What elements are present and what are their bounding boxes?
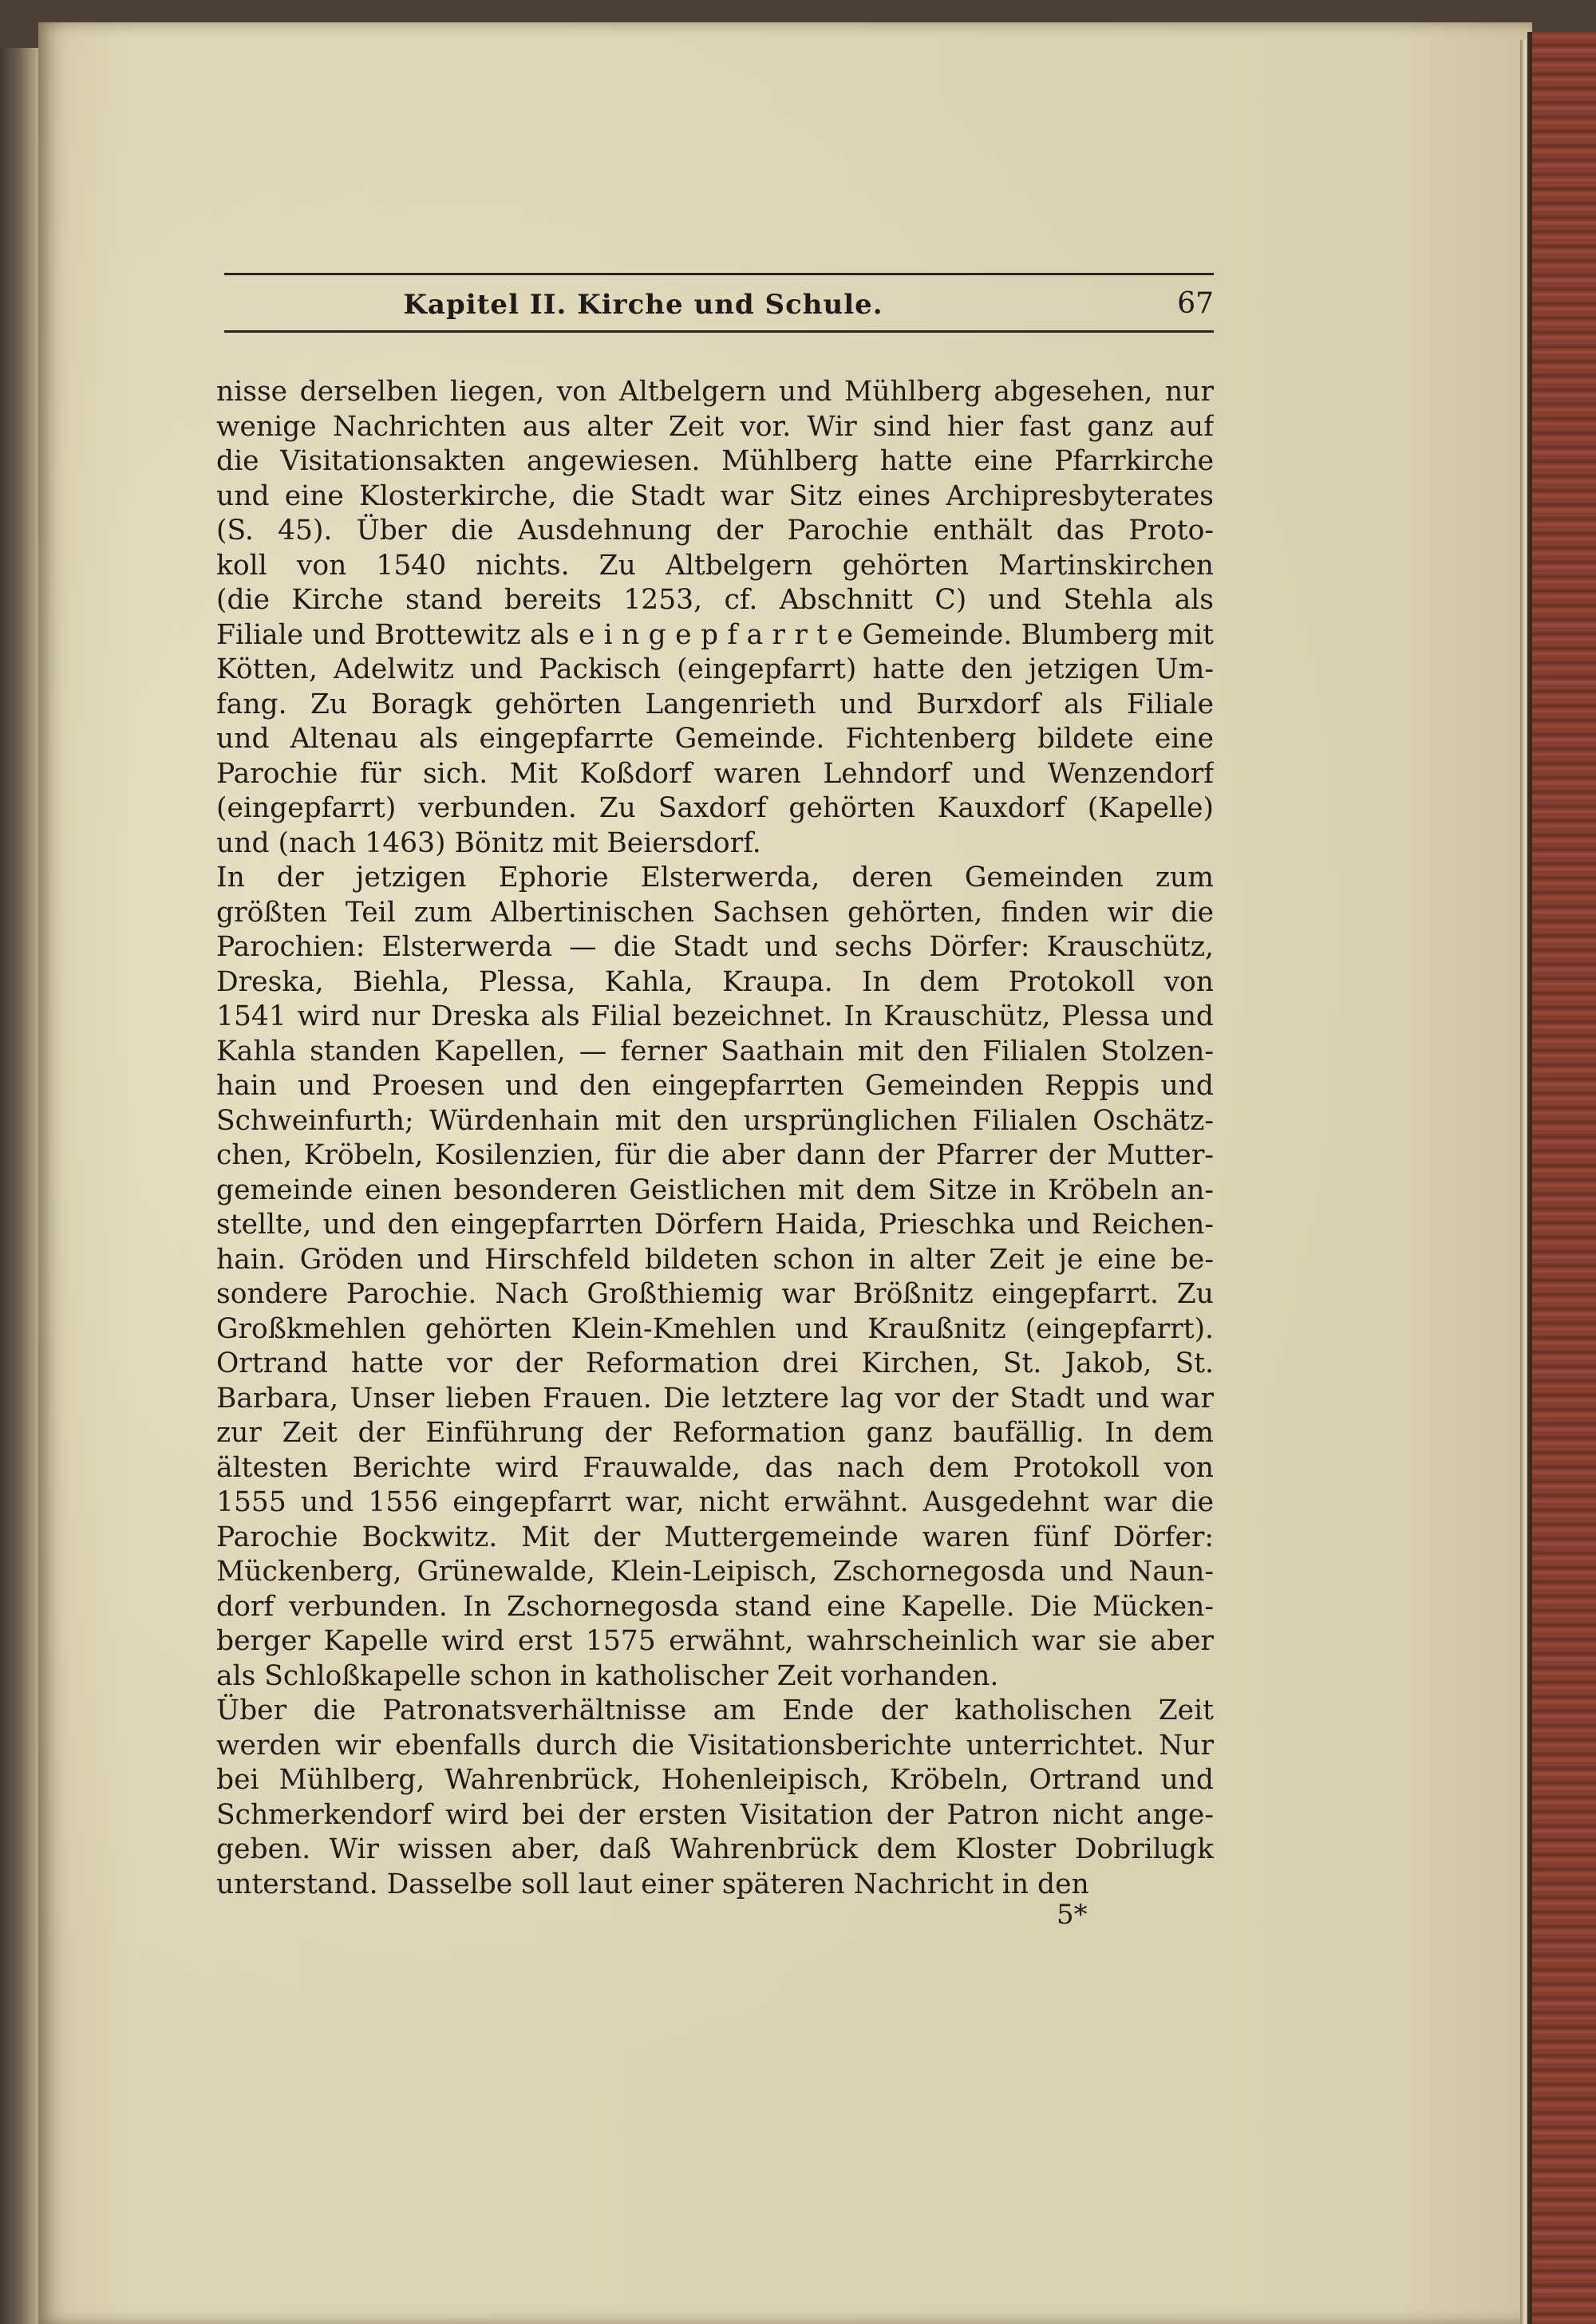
text-line: Mückenberg, Grünewalde, Klein-Leipisch, Zschornegosda und Naun- [216, 1556, 1214, 1588]
text-line: In der jetzigen Ephorie Elsterwerda, deren Gemeinden zum [216, 862, 1214, 894]
text-line: (die Kirche stand bereits 1253, cf. Abschnitt C) und Stehla als [216, 584, 1214, 616]
text-line: geben. Wir wissen aber, daß Wahrenbrück dem Kloster Dobrilugk [216, 1833, 1214, 1865]
text-line: Über die Patronatsverhältnisse am Ende der katholischen Zeit [216, 1695, 1214, 1726]
text-line: unterstand. Dasselbe soll laut einer späteren Nachricht in den [216, 1868, 1089, 1900]
text-line: stellte, und den eingepfarrten Dörfern Haida, Prieschka und Reichen- [216, 1209, 1214, 1241]
page-number: 67 [1177, 287, 1214, 320]
text-line: wenige Nachrichten aus alter Zeit vor. Wir sind hier fast ganz auf [216, 410, 1214, 443]
text-line: Kötten, Adelwitz und Packisch (eingepfarrt) hatte den jetzigen Um- [216, 653, 1214, 685]
text-line: Parochie Bockwitz. Mit der Muttergemeinde waren fünf Dörfer: [216, 1521, 1214, 1553]
text-line: 1541 wird nur Dreska als Filial bezeichnet. In Krauschütz, Plessa und [216, 1000, 1214, 1032]
text-line: und eine Klosterkirche, die Stadt war Sitz eines Archipresbyterates [216, 479, 1214, 512]
text-line: 1555 und 1556 eingepfarrt war, nicht erwähnt. Ausgedehnt war die [216, 1486, 1214, 1518]
text-line: Parochie für sich. Mit Koßdorf waren Lehndorf und Wenzendorf [216, 757, 1214, 790]
text-line: die Visitationsakten angewiesen. Mühlberg hatte eine Pfarrkirche [216, 445, 1214, 477]
chapter-title: Kapitel II. Kirche und Schule. [403, 289, 883, 321]
header-rule-top [224, 273, 1214, 275]
text-line: Filiale und Brottewitz als e i n g e p f a r r t e Gemeinde. Blumberg mit [216, 618, 1214, 651]
text-line: dorf verbunden. In Zschornegosda stand eine Kapelle. Die Mücken- [216, 1590, 1214, 1623]
text-line: als Schloßkapelle schon in katholischer Zeit vorhanden. [216, 1659, 999, 1692]
text-line: Schweinfurth; Würdenhain mit den ursprünglichen Filialen Oschätz- [216, 1104, 1214, 1137]
text-line: ältesten Berichte wird Frauwalde, das nach dem Protokoll von [216, 1451, 1214, 1484]
text-line: Barbara, Unser lieben Frauen. Die letztere lag vor der Stadt und war [216, 1382, 1214, 1415]
text-line: chen, Kröbeln, Kosilenzien, für die aber dann der Pfarrer der Mutter- [216, 1139, 1214, 1171]
text-line: Kahla standen Kapellen, — ferner Saathain mit den Filialen Stolzen- [216, 1035, 1214, 1067]
text-line: fang. Zu Boragk gehörten Langenrieth und Burxdorf als Filiale [216, 688, 1214, 720]
text-line: zur Zeit der Einführung der Reformation ganz baufällig. In dem [216, 1417, 1214, 1449]
text-line: sondere Parochie. Nach Großthiemig war Brößnitz eingepfarrt. Zu [216, 1278, 1214, 1310]
text-line: (eingepfarrt) verbunden. Zu Saxdorf gehörten Kauxdorf (Kapelle) [216, 792, 1214, 824]
text-line: größten Teil zum Albertinischen Sachsen gehörten, finden wir die [216, 896, 1214, 929]
body-text [216, 375, 1214, 1902]
text-line: koll von 1540 nichts. Zu Altbelgern gehörten Martinskirchen [216, 549, 1214, 582]
book-fore-edge [1527, 32, 1596, 2324]
text-line: Dreska, Biehla, Plessa, Kahla, Kraupa. In dem Protokoll von [216, 965, 1214, 998]
text-line: Schmerkendorf wird bei der ersten Visitation der Patron nicht ange- [216, 1798, 1214, 1831]
text-line: Ortrand hatte vor der Reformation drei Kirchen, St. Jakob, St. [216, 1347, 1214, 1379]
text-line: werden wir ebenfalls durch die Visitationsberichte unterrichtet. Nur [216, 1729, 1214, 1762]
text-line: nisse derselben liegen, von Altbelgern und Mühlberg abgesehen, nur [216, 376, 1214, 408]
text-line: berger Kapelle wird erst 1575 erwähnt, wahrscheinlich war sie aber [216, 1625, 1214, 1657]
text-line: gemeinde einen besonderen Geistlichen mit dem Sitze in Kröbeln an- [216, 1174, 1214, 1206]
text-line: (S. 45). Über die Ausdehnung der Parochie enthält das Proto- [216, 515, 1214, 546]
text-line: hain. Gröden und Hirschfeld bildeten schon in alter Zeit je eine be- [216, 1243, 1214, 1276]
signature-mark: 5* [1057, 1899, 1088, 1931]
text-line: und (nach 1463) Bönitz mit Beiersdorf. [216, 827, 761, 859]
left-page-edge [0, 48, 38, 2324]
header-rule-bottom [224, 330, 1214, 333]
text-line: Großkmehlen gehörten Klein-Kmehlen und Kraußnitz (eingepfarrt). [216, 1312, 1214, 1345]
text-line: bei Mühlberg, Wahrenbrück, Hohenleipisch, Kröbeln, Ortrand und [216, 1764, 1214, 1796]
text-line: hain und Proesen und den eingepfarrten Gemeinden Reppis und [216, 1070, 1214, 1102]
text-line: Parochien: Elsterwerda — die Stadt und sechs Dörfer: Krauschütz, [216, 931, 1214, 963]
text-line: und Altenau als eingepfarrte Gemeinde. Fichtenberg bildete eine [216, 723, 1214, 755]
